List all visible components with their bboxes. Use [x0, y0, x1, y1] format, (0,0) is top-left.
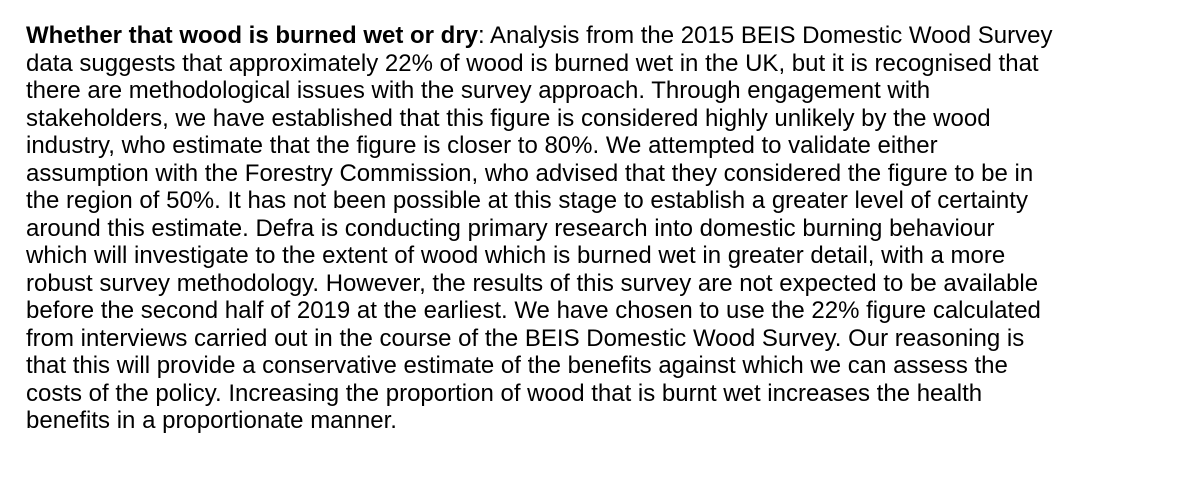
paragraph-line: the region of 50%. It has not been possible at this stage to establish a greater level of certainty [26, 187, 1028, 214]
paragraph-line: benefits in a proportionate manner. [26, 407, 397, 434]
paragraph-line-1 [26, 22, 1186, 50]
paragraph-line: from interviews carried out in the course of the BEIS Domestic Wood Survey. Our reasoning is [26, 324, 1025, 352]
paragraph-line: industry, who estimate that the figure is closer to 80%. We attempted to validate either [26, 132, 938, 159]
paragraph-line: there are methodological issues with the survey approach. Through engagement with [26, 77, 931, 104]
paragraph-line: around this estimate. Defra is conducting primary research into domestic burning behaviour [26, 214, 995, 242]
paragraph-heading: Whether that wood is burned wet or dry [26, 22, 479, 49]
paragraph-line: assumption with the Forestry Commission, who advised that they considered the figure to be in [26, 159, 1034, 187]
paragraph-heading-suffix: : Analysis from the 2015 BEIS Domestic Wood Survey [478, 22, 1053, 49]
paragraph-line: costs of the policy. Increasing the proportion of wood that is burnt wet increases the health [26, 379, 983, 407]
paragraph-line: data suggests that approximately 22% of wood is burned wet in the UK, but it is recognised that [26, 49, 1039, 77]
paragraph-line: that this will provide a conservative estimate of the benefits against which we can assess the [26, 352, 1008, 379]
paragraph-line: before the second half of 2019 at the earliest. We have chosen to use the 22% figure calculated [26, 297, 1041, 324]
document-paragraph [26, 22, 1186, 435]
paragraph-line: stakeholders, we have established that this figure is considered highly unlikely by the wood [26, 104, 991, 132]
paragraph-line: robust survey methodology. However, the results of this survey are not expected to be available [26, 269, 1039, 297]
paragraph-line: which will investigate to the extent of wood which is burned wet in greater detail, with a more [26, 242, 1006, 269]
